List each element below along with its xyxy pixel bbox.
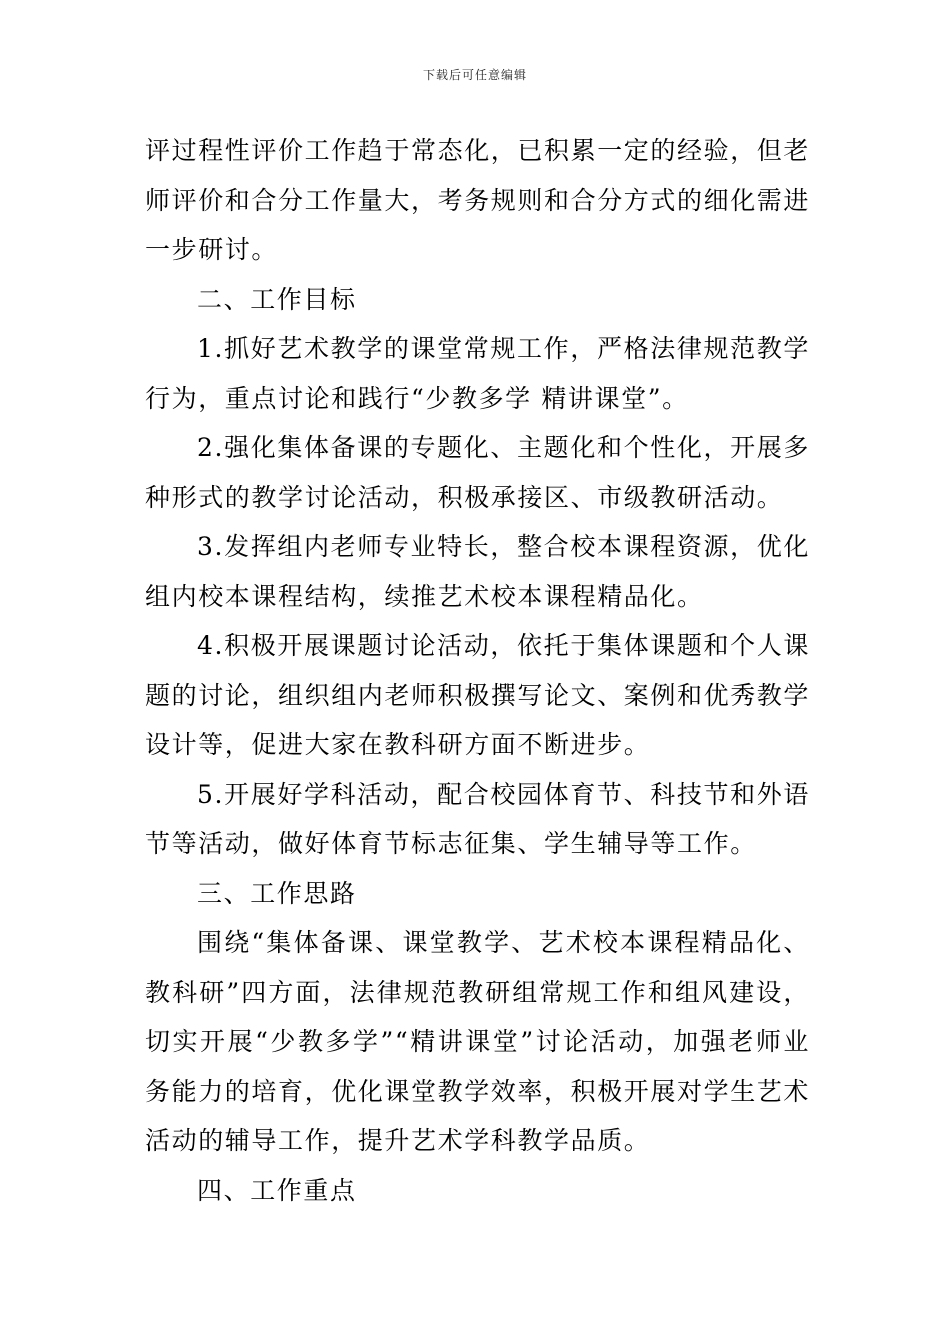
goal-item-2: 2.强化集体备课的专题化、主题化和个性化，开展多种形式的教学讨论活动，积极承接区、市级教研活动。	[145, 433, 810, 512]
approach-paragraph: 围绕“集体备课、课堂教学、艺术校本课程精品化、教科研”四方面，法律规范教研组常规工作和组风建设，切实开展“少教多学”“精讲课堂”讨论活动，加强老师业务能力的培育，优化课堂教学效率，积极开展对学生艺术活动的辅导工作，提升艺术学科教学品质。	[145, 928, 811, 1155]
section-heading-goals: 二、工作目标	[197, 284, 357, 314]
goal-item-3: 3.发挥组内老师专业特长，整合校本课程资源，优化组内校本课程结构，续推艺术校本课程精品化。	[145, 532, 810, 611]
document-body	[145, 126, 810, 1215]
goal-item-1: 1.抓好艺术教学的课堂常规工作，严格法律规范教学行为，重点讨论和践行“少教多学 精讲课堂”。	[145, 334, 810, 413]
section-heading-approach: 三、工作思路	[197, 878, 357, 908]
goal-item-5: 5.开展好学科活动，配合校园体育节、科技节和外语节等活动，做好体育节标志征集、学生辅导等工作。	[145, 779, 810, 858]
paragraph-continuation: 评过程性评价工作趋于常态化，已积累一定的经验，但老师评价和合分工作量大，考务规则和合分方式的细化需进一步研讨。	[145, 136, 811, 264]
section-heading-focus: 四、工作重点	[197, 1175, 357, 1205]
page-header-note: 下载后可任意编辑	[422, 68, 527, 82]
goal-item-4: 4.积极开展课题讨论活动，依托于集体课题和个人课题的讨论，组织组内老师积极撰写论文、案例和优秀教学设计等，促进大家在教科研方面不断进步。	[145, 631, 811, 759]
